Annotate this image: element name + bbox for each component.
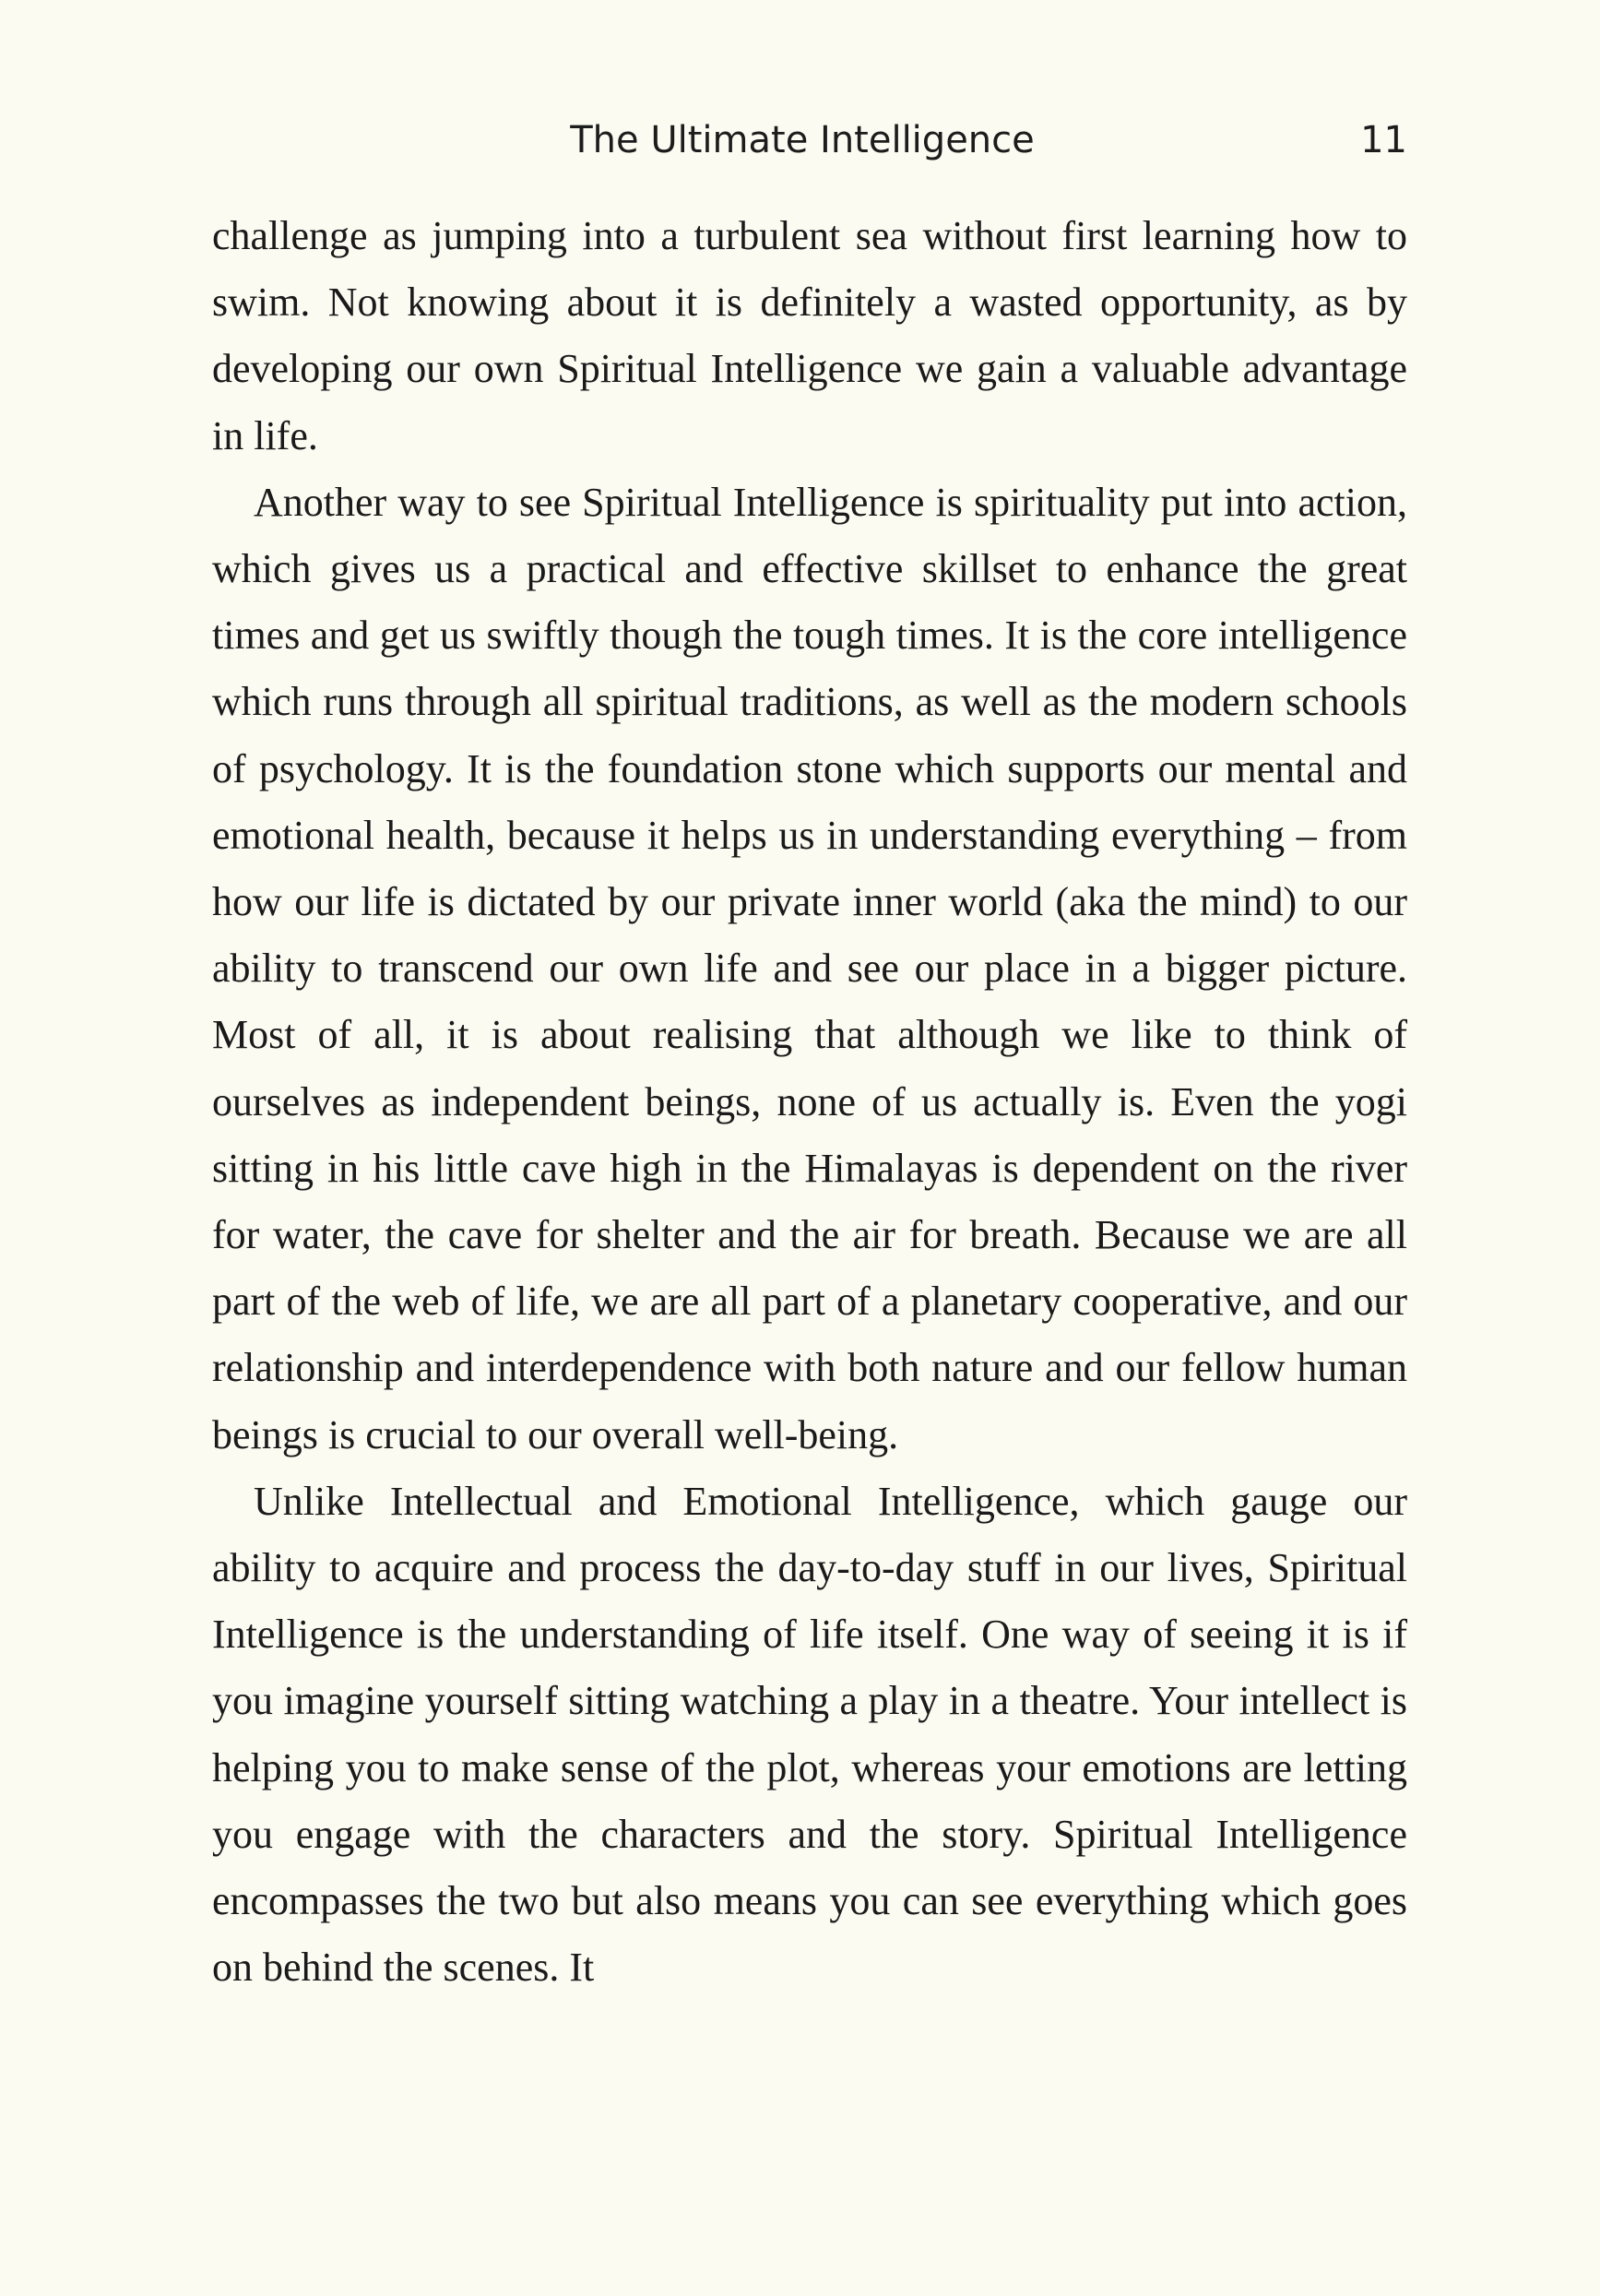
body-text [212, 203, 1407, 2001]
paragraph: Unlike Intellectual and Emotional Intelligence, which gauge our ability to acquire and process the day-to-day stuff in our lives, Spiritual Intelligence is the understanding of life itself. One way of seeing it is if you imagine yourself sitting watching a play in a theatre. Your intellect is helping you to make sense of the plot, whereas your emotions are letting you engage with the characters and the story. Spiritual Intelligence encompasses the two but also means you can see everything which goes on behind the scenes. It [212, 1478, 1407, 1991]
paragraph-continued: challenge as jumping into a turbulent sea without first learning how to swim. Not knowing about it is definitely a wasted opportunity, as by developing our own Spiritual Intelligence we gain a valuable advantage in life. [212, 213, 1407, 458]
running-title: The Ultimate Intelligence [570, 119, 1035, 161]
running-header [0, 113, 1600, 168]
paragraph: Another way to see Spiritual Intelligence is spirituality put into action, which gives us a practical and effective skillset to enhance the great times and get us swiftly though the tough times. It is the core intelligence which runs through all spiritual traditions, as well as the modern schools of psychology. It is the foundation stone which supports our mental and emotional health, because it helps us in understanding everything – from how our life is dictated by our private inner world (aka the mind) to our ability to transcend our own life and see our place in a bigger picture. Most of all, it is about realising that although we like to think of ourselves as independent beings, none of us actually is. Even the yogi sitting in his little cave high in the Himalayas is dependent on the river for water, the cave for shelter and the air for breath. Because we are all part of the web of life, we are all part of a planetary cooperative, and our relationship and interdependence with both nature and our fellow human beings is crucial to our overall well-being. [212, 479, 1407, 1457]
page-number: 11 [1360, 119, 1407, 161]
